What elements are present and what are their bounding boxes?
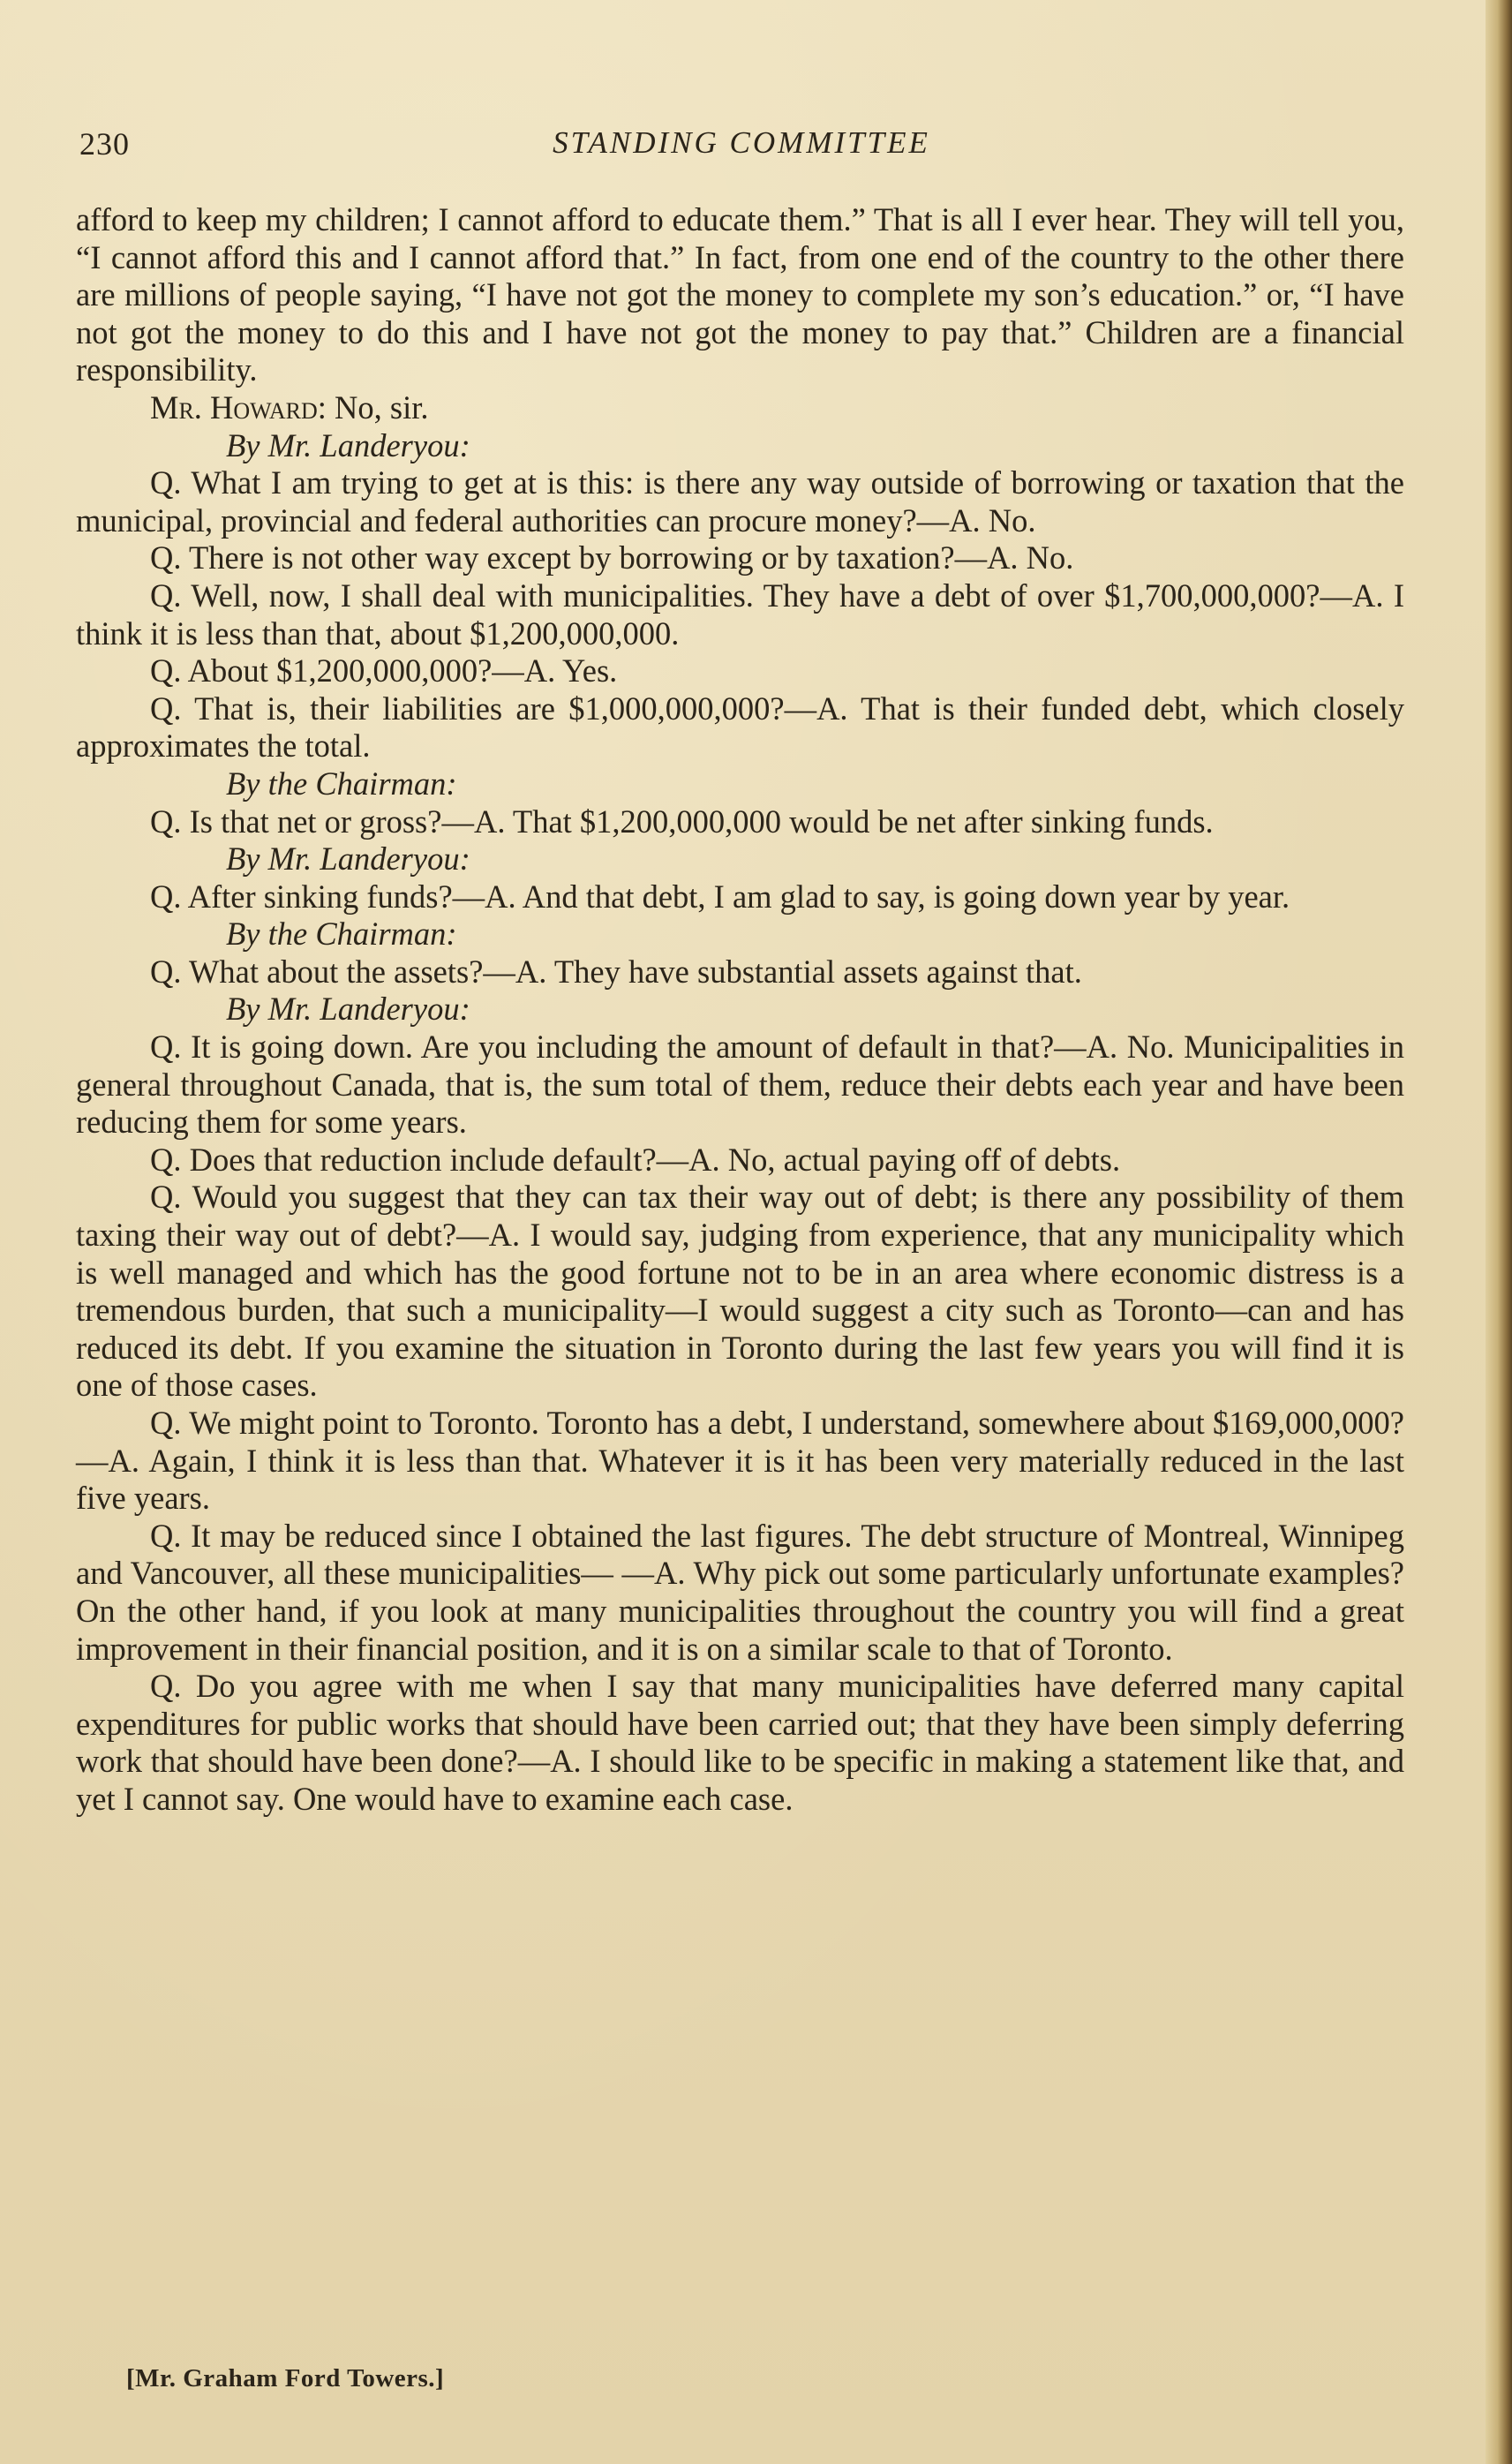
examiner-heading: By the Chairman:	[226, 765, 457, 802]
examiner-heading: By Mr. Landeryou:	[226, 426, 470, 463]
paragraph: Q. It may be reduced since I obtained the last figures. The debt structure of Montreal, Winnipeg and Vancouver, all these municipalities— —A. Why pick out some particularly unfortunate examples? On the other hand, if you look at many municipalities throughout the country you will find a great improvement in their financial position, and it is on a similar scale to that of Toronto.	[76, 1517, 1404, 1667]
paragraph: afford to keep my children; I cannot afford to educate them.” That is all I ever hear. They will tell you, “I cannot afford this and I cannot afford that.” In fact, from one end of the country to the other there are millions of people saying, “I have not got the money to complete my son’s education.” or, “I have not got the money to do this and I have not got the money to pay that.” Children are a financial responsibility.	[76, 201, 1404, 388]
body-text	[76, 201, 1404, 1819]
paragraph: Q. That is, their liabilities are $1,000,000,000?—A. That is their funded debt, which closely approximates the total.	[76, 689, 1404, 765]
examiner-heading: By the Chairman:	[226, 916, 457, 953]
page-header	[79, 125, 1403, 166]
paragraph: Q. It is going down. Are you including the amount of default in that?—A. No. Municipalities in general throughout Canada, that is, the sum total of them, reduce their debts each year and have been reducing them for some years.	[76, 1029, 1404, 1141]
speaker-footnote: [Mr. Graham Ford Towers.]	[126, 2364, 445, 2392]
paragraph	[76, 389, 1404, 427]
paragraph: Q. Do you agree with me when I say that many municipalities have deferred many capital expenditures for public works that should have been carried out; that they have been simply deferring work that should have been done?—A. I should like to be specific in making a statement like that, and yet I cannot say. One would have to examine each case.	[76, 1668, 1404, 1817]
running-title: STANDING COMMITTEE	[553, 125, 930, 160]
paragraph: Q. After sinking funds?—A. And that debt, I am glad to say, is going down year by year.	[150, 878, 1290, 915]
paragraph: Q. Well, now, I shall deal with municipalities. They have a debt of over $1,700,000,000?—A. I think it is less than that, about $1,200,000,000.	[76, 576, 1404, 652]
paragraph: Q. What I am trying to get at is this: is there any way outside of borrowing or taxation that the municipal, provincial and federal authorities can procure money?—A. No.	[76, 464, 1404, 539]
examiner-heading: By Mr. Landeryou:	[226, 991, 470, 1028]
paragraph: Q. We might point to Toronto. Toronto has a debt, I understand, somewhere about $169,000,000?—A. Again, I think it is less than that. Whatever it is it has been very materially reduced in the last five years.	[76, 1405, 1404, 1517]
paragraph: Q. Does that reduction include default?—A. No, actual paying off of debts.	[150, 1141, 1121, 1178]
paragraph: Q. What about the assets?—A. They have substantial assets against that.	[150, 953, 1082, 990]
speaker-name: Mr. Howard:	[150, 388, 327, 426]
speaker-text: No, sir.	[326, 388, 429, 426]
paragraph: Q. Would you suggest that they can tax their way out of debt; is there any possibility of them taxing their way out of debt?—A. I would say, judging from experience, that any municipality which is well managed and which has the good fortune not to be in an area where economic distress is a tremendous burden, that such a municipality—I would suggest a city such as Toronto—can and has reduced its debt. If you examine the situation in Toronto during the last few years you will find it is one of those cases.	[76, 1179, 1404, 1404]
paragraph: Q. There is not other way except by borrowing or by taxation?—A. No.	[150, 539, 1074, 576]
examiner-heading: By Mr. Landeryou:	[226, 840, 470, 878]
page-edge	[1486, 0, 1512, 2464]
paragraph: Q. About $1,200,000,000?—A. Yes.	[150, 652, 618, 689]
page-number: 230	[79, 126, 130, 162]
paragraph: Q. Is that net or gross?—A. That $1,200,000,000 would be net after sinking funds.	[150, 802, 1214, 840]
